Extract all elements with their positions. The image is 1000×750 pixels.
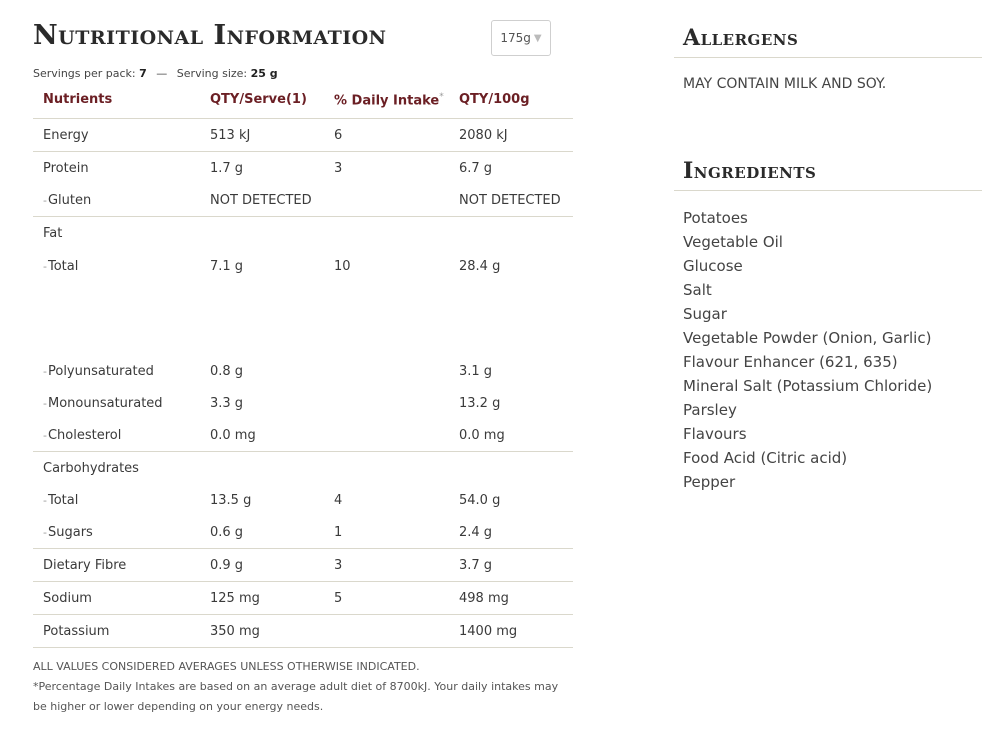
nutrition-title: Nutritional Information [33,20,387,51]
ingredients-list [683,206,932,494]
qty-serve [200,452,324,485]
servings-separator: — [156,67,168,80]
nutrient-name-cell [33,249,200,355]
daily-intake: 3 [334,160,343,176]
sub-dash: - [43,493,47,507]
header-qty-100g: QTY/100g [449,84,573,119]
list-item: Sugar [683,305,727,323]
qty-100g: 0.0 mg [449,419,573,452]
nutrient-name: Sugars [47,524,93,540]
list-item: Potatoes [683,209,748,227]
ingredients-title: Ingredients [674,158,982,191]
daily-intake [324,355,449,387]
list-item: Vegetable Oil [683,233,783,251]
list-item: Flavour Enhancer (621, 635) [683,353,898,371]
qty-serve: 0.9 g [200,549,324,582]
table-row [33,217,573,250]
qty-100g: 2.4 g [449,516,573,549]
qty-serve: 13.5 g [210,492,252,508]
header-daily-intake: % Daily Intake [334,93,440,109]
servings-per-pack-label: Servings per pack: [33,67,136,80]
daily-intake [324,615,449,648]
allergens-title: Allergens [674,25,982,58]
header-daily-intake-cell [324,84,449,119]
qty-100g [449,452,573,485]
nutrient-name: Fat [43,225,63,241]
table-row [33,119,573,152]
list-item: Pepper [683,473,736,491]
nutrient-name-cell [33,355,200,387]
list-item: Parsley [683,401,737,419]
nutrient-name-cell [33,419,200,452]
qty-serve: 0.0 mg [200,419,324,452]
daily-intake [324,387,449,419]
footnote-averages: ALL VALUES CONSIDERED AVERAGES UNLESS OTHERWISE INDICATED. [33,660,420,673]
allergens-text: MAY CONTAIN MILK AND SOY. [683,76,887,92]
sub-dash: - [43,525,47,539]
qty-serve: 7.1 g [210,259,244,274]
qty-serve: 513 kJ [200,119,324,152]
qty-100g: 54.0 g [459,492,501,508]
qty-100g: 2080 kJ [449,119,573,152]
qty-100g: 28.4 g [459,259,501,274]
serving-size-label: Serving size: [176,67,248,80]
table-row [33,484,573,516]
sub-dash: - [43,364,47,378]
daily-intake: 4 [334,492,343,508]
qty-serve: 1.7 g [210,160,244,176]
qty-serve: 3.3 g [210,395,244,411]
footnote-daily-intake: *Percentage Daily Intakes are based on an average adult diet of 8700kJ. Your daily intakes may be higher or lower depending on your energy needs. [33,680,559,713]
table-row [33,549,573,582]
sub-dash: - [43,193,47,207]
nutrient-name: Energy [33,119,200,152]
table-row [33,387,573,419]
daily-intake [324,184,449,217]
qty-serve [200,217,324,250]
qty-100g: 498 mg [449,582,573,615]
nutrition-table [33,84,573,648]
qty-serve: 350 mg [200,615,324,648]
table-row [33,249,573,355]
nutrient-name: Total [47,259,79,274]
nutrient-name: Monounsaturated [47,395,163,411]
servings-info [33,67,278,80]
qty-serve: 0.6 g [200,516,324,549]
qty-serve: NOT DETECTED [200,184,324,217]
nutrient-name-cell [33,484,200,516]
table-row [33,452,573,485]
header-nutrients: Nutrients [33,84,200,119]
daily-intake [324,419,449,452]
nutrient-name: Polyunsaturated [47,363,154,379]
nutrient-name: Carbohydrates [43,460,139,476]
nutrient-name: Potassium [33,615,200,648]
nutrient-name: Total [47,492,79,508]
nutrient-name: Sodium [33,582,200,615]
table-row [33,615,573,648]
nutrient-name-cell [33,184,200,217]
qty-serve: 0.8 g [210,363,244,379]
list-item: Food Acid (Citric acid) [683,449,848,467]
header-qty-serve: QTY/Serve(1) [200,84,324,119]
table-header-row [33,84,573,119]
sub-dash: - [43,260,47,273]
table-row [33,152,573,185]
nutrient-name-cell [33,387,200,419]
chevron-down-icon: ▼ [533,32,542,44]
table-row [33,582,573,615]
daily-intake: 1 [324,516,449,549]
nutrient-name-cell [33,516,200,549]
qty-100g: 13.2 g [459,395,501,411]
serving-size-amount: 25 g [250,67,278,80]
nutrient-name: Cholesterol [47,427,122,443]
nutrient-name: Dietary Fibre [33,549,200,582]
table-row [33,419,573,452]
servings-per-pack-value: 7 [139,67,147,80]
nutrient-name: Protein [43,160,89,176]
nutrient-name: Gluten [47,192,92,208]
list-item: Salt [683,281,712,299]
list-item: Mineral Salt (Potassium Chloride) [683,377,933,395]
daily-intake: 5 [324,582,449,615]
sub-dash: - [43,428,47,442]
serving-size-value: 175g [500,31,531,45]
qty-100g: 1400 mg [449,615,573,648]
daily-intake [324,452,449,485]
qty-100g: 3.1 g [459,363,493,379]
list-item: Glucose [683,257,743,275]
qty-100g: 6.7 g [459,160,493,176]
serving-size-select[interactable] [491,20,551,56]
table-row [33,355,573,387]
qty-100g: 3.7 g [449,549,573,582]
daily-intake: 3 [324,549,449,582]
list-item: Vegetable Powder (Onion, Garlic) [683,329,932,347]
daily-intake: 6 [324,119,449,152]
table-row [33,184,573,217]
sub-dash: - [43,396,47,410]
qty-100g: NOT DETECTED [449,184,573,217]
daily-intake-asterisk: * [439,92,444,102]
daily-intake [324,217,449,250]
list-item: Flavours [683,425,747,443]
table-row [33,516,573,549]
qty-100g [449,217,573,250]
nutrition-footnotes [33,657,573,717]
qty-serve: 125 mg [200,582,324,615]
daily-intake: 10 [334,259,351,274]
